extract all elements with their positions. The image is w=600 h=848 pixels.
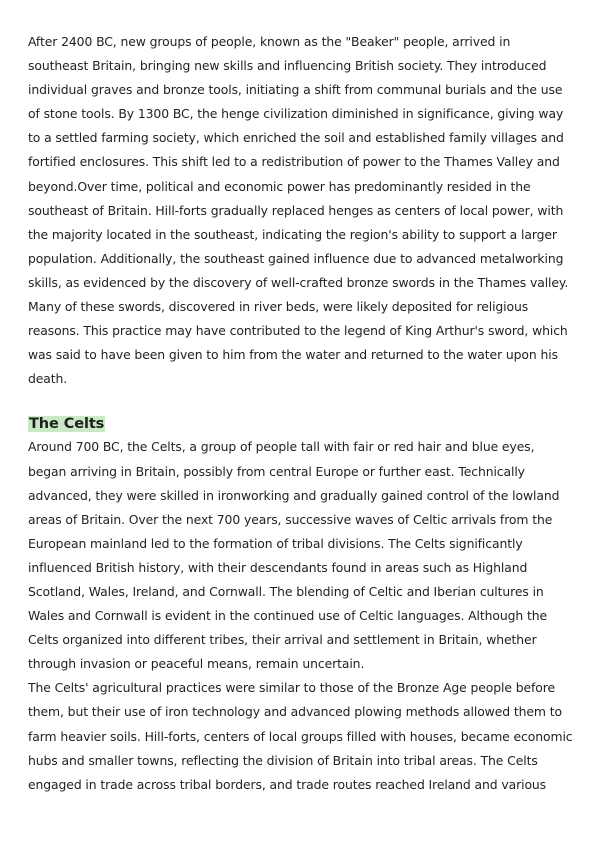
- celts-paragraph-1: Around 700 BC, the Celts, a group of people tall with fair or red hair and blue eyes, began arriving in Britain, possibly from central Europe or further east. Technically advanced, they were skilled in ironworking and gradually gained control of the lowland areas of Britain. Over the next 700 years, successive waves of Celtic arrivals from the European mainland led to the formation of tribal divisions. The Celts significantly influenced British history, with their descendants found in areas such as Highland Scotland, Wales, Ireland, and Cornwall. The blending of Celtic and Iberian cultures in Wales and Cornwall is evident in the continued use of Celtic languages. Although the Celts organized into different tribes, their arrival and settlement in Britain, whether through invasion or peaceful means, remain uncertain.: [28, 439, 560, 672]
- intro-paragraph: After 2400 BC, new groups of people, known as the "Beaker" people, arrived in southeast Britain, bringing new skills and influencing British society. They introduced individual graves and bronze tools, initiating a shift from communal burials and the use of stone tools. By 1300 BC, the henge civilization diminished in significance, giving way to a settled farming society, which enriched the soil and established family villages and fortified enclosures. This shift led to a redistribution of power to the Thames Valley and beyond.Over time, political and economic power has predominantly resided in the southeast of Britain. Hill-forts gradually replaced henges as centers of local power, with the majority located in the southeast, indicating the region's ability to support a larger population. Additionally, the southeast gained influence due to advanced metalworking skills, as evidenced by the discovery of well-crafted bronze swords in the Thames valley. Many of these swords, discovered in river beds, were likely deposited for religious reasons. This practice may have contributed to the legend of King Arthur's sword, which was said to have been given to him from the water and returned to the water upon his death.: [28, 34, 569, 387]
- celts-paragraph-2: The Celts' agricultural practices were similar to those of the Bronze Age people before them, but their use of iron technology and advanced plowing methods allowed them to farm heavier soils. Hill-forts, centers of local groups filled with houses, became economic hubs and smaller towns, reflecting the division of Britain into tribal areas. The Celts engaged in trade across tribal borders, and trade routes reached Ireland and various: [28, 680, 573, 792]
- section-heading: [28, 413, 573, 435]
- document-page: [28, 30, 573, 797]
- section-heading-text: The Celts: [29, 416, 105, 433]
